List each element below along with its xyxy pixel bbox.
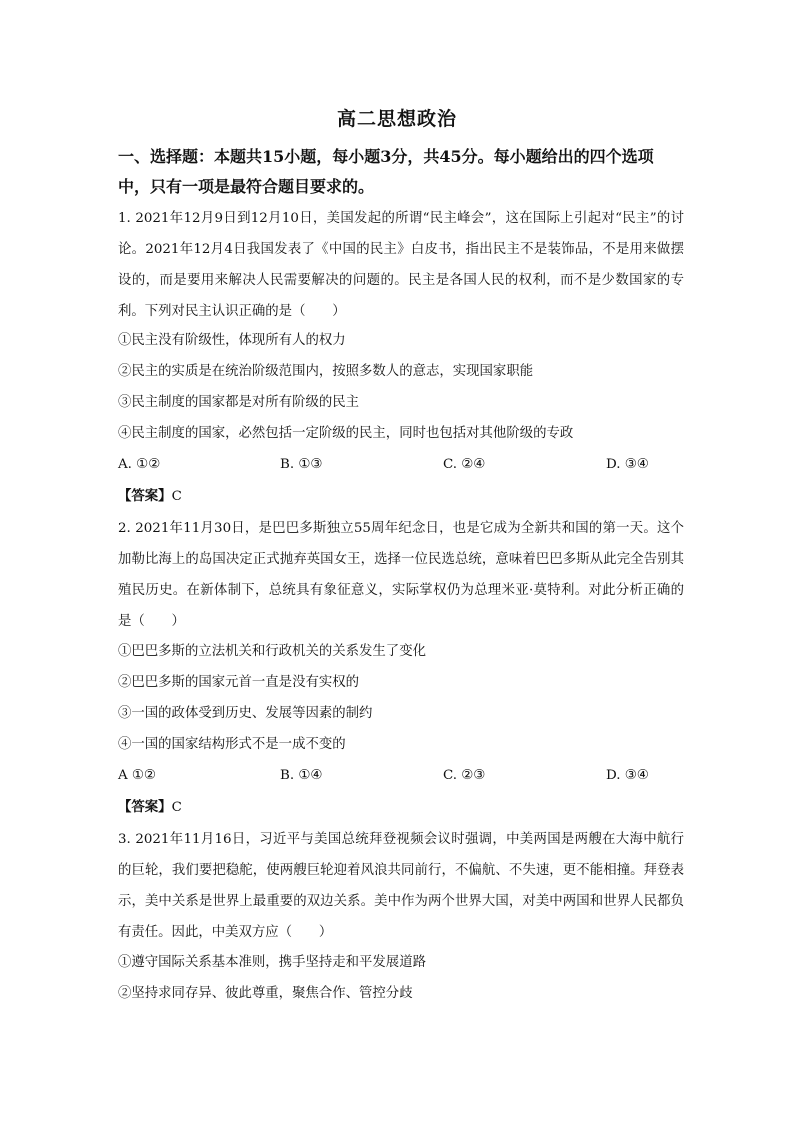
- question-2-option-b: B. ①④: [280, 768, 323, 783]
- question-1-option-c: C. ②④: [443, 457, 486, 472]
- question-1-answer: [118, 486, 182, 507]
- question-2-item-4: ④一国的国家结构形式不是一成不变的: [118, 737, 346, 752]
- question-1-item-2: ②民主的实质是在统治阶级范围内，按照多数人的意志，实现国家职能: [118, 364, 534, 379]
- question-3-stem: 3. 2021年11月16日，习近平与美国总统拜登视频会议时强调，中美两国是两艘在大海中航行的巨轮，我们要把稳舵，使两艘巨轮迎着风浪共同前行，不偏航、不失速，更不能相撞。拜登表示，美中关系是世界上最重要的双边关系。美中作为两个世界大国，对美中两国和世界人民都负有责任。因此，中美双方应（ ）: [118, 832, 684, 940]
- question-1-item-4: ④民主制度的国家，必然包括一定阶级的民主，同时也包括对其他阶级的专政: [118, 426, 574, 441]
- answer-label: 【答案】: [118, 799, 172, 815]
- answer-value: C: [171, 489, 182, 504]
- question-1-item-1: ①民主没有阶级性，体现所有人的权力: [118, 333, 346, 348]
- page-title: 高二思想政治: [336, 108, 457, 130]
- question-1-option-b: B. ①③: [280, 457, 323, 472]
- question-2-option-a: A ①②: [118, 768, 156, 783]
- question-3-item-1: ①遵守国际关系基本准则，携手坚持走和平发展道路: [118, 955, 426, 970]
- question-1-option-a: A. ①②: [118, 457, 161, 472]
- question-2-item-2: ②巴巴多斯的国家元首一直是没有实权的: [118, 675, 360, 690]
- question-2-option-d: D. ③④: [606, 768, 649, 783]
- answer-value: C: [171, 800, 182, 815]
- question-3-item-2: ②坚持求同存异、彼此尊重，聚焦合作、管控分歧: [118, 986, 413, 1001]
- question-2-answer: [118, 797, 182, 818]
- section-heading: 一、选择题：本题共15小题，每小题3分，共45分。每小题给出的四个选项中，只有一项是最符合题目要求的。: [118, 147, 654, 196]
- question-2-item-3: ③一国的政体受到历史、发展等因素的制约: [118, 706, 373, 721]
- question-2-option-c: C. ②③: [443, 768, 486, 783]
- question-1-item-3: ③民主制度的国家都是对所有阶级的民主: [118, 395, 360, 410]
- question-1-stem: 1. 2021年12月9日到12月10日，美国发起的所谓“民主峰会”，这在国际上引起对“民主”的讨论。2021年12月4日我国发表了《中国的民主》白皮书，指出民主不是装饰品，不是用来做摆设的，而是要用来解决人民需要解决的问题的。民主是各国人民的权利，而不是少数国家的专利。下列对民主认识正确的是（ ）: [118, 211, 684, 319]
- answer-label: 【答案】: [118, 488, 172, 504]
- question-1-option-d: D. ③④: [606, 457, 649, 472]
- question-2-item-1: ①巴巴多斯的立法机关和行政机关的关系发生了变化: [118, 644, 426, 659]
- question-2-stem: 2. 2021年11月30日，是巴巴多斯独立55周年纪念日，也是它成为全新共和国的第一天。这个加勒比海上的岛国决定正式抛弃英国女王，选择一位民选总统，意味着巴巴多斯从此完全告别其殖民历史。在新体制下，总统具有象征意义，实际掌权仍为总理米亚·莫特利。对此分析正确的是（ ）: [118, 521, 684, 629]
